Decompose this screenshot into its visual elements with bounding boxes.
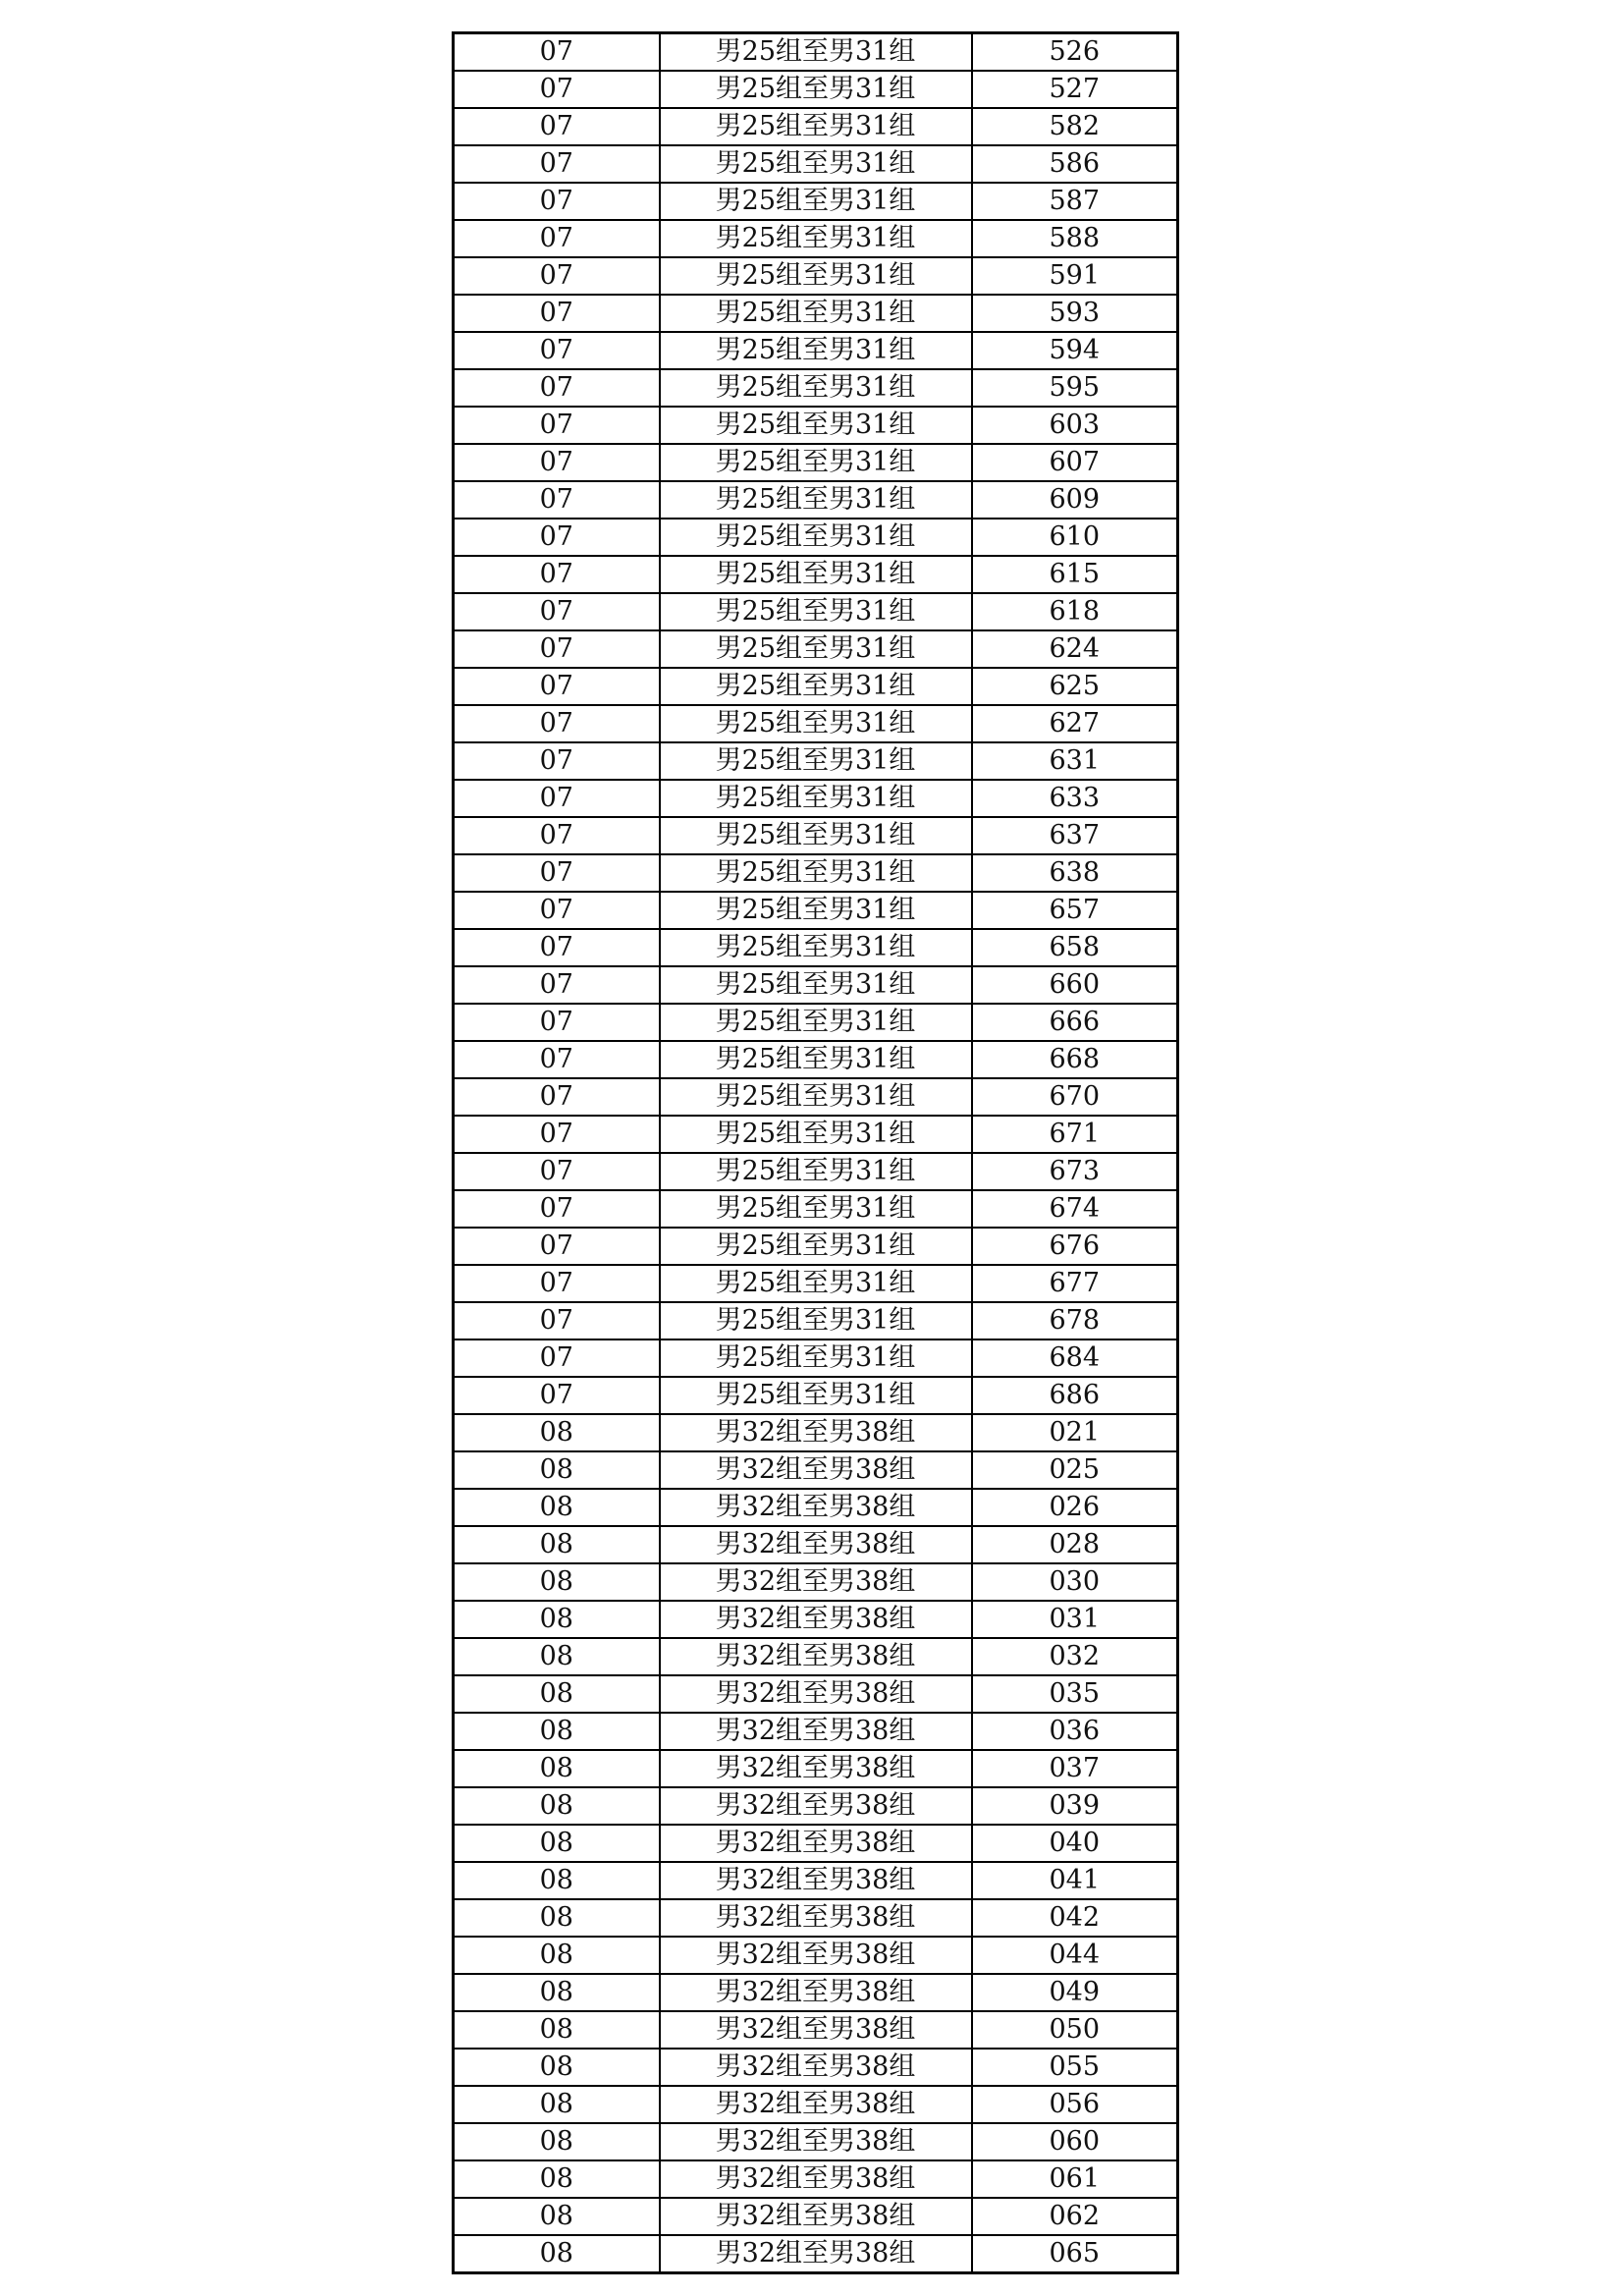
table-row xyxy=(454,407,1178,444)
seat-number-cell: 591 xyxy=(972,257,1178,295)
room-number-cell: 07 xyxy=(454,257,660,295)
seat-number-cell: 603 xyxy=(972,407,1178,444)
table-row xyxy=(454,2123,1178,2160)
room-number-cell: 08 xyxy=(454,2160,660,2198)
room-number-cell: 08 xyxy=(454,1638,660,1675)
seat-number-cell: 065 xyxy=(972,2235,1178,2273)
table-row xyxy=(454,1675,1178,1713)
table-row xyxy=(454,817,1178,854)
group-range-cell: 男32组至男38组 xyxy=(660,1489,972,1526)
group-range-cell: 男32组至男38组 xyxy=(660,1675,972,1713)
room-number-cell: 07 xyxy=(454,145,660,183)
table-row xyxy=(454,2235,1178,2273)
table-row xyxy=(454,966,1178,1004)
room-number-cell: 08 xyxy=(454,1526,660,1563)
seat-number-cell: 526 xyxy=(972,33,1178,72)
room-number-cell: 07 xyxy=(454,854,660,892)
table-row xyxy=(454,854,1178,892)
group-range-cell: 男25组至男31组 xyxy=(660,1228,972,1265)
group-range-cell: 男25组至男31组 xyxy=(660,1041,972,1078)
seat-number-cell: 671 xyxy=(972,1116,1178,1153)
seat-number-cell: 039 xyxy=(972,1787,1178,1825)
table-row xyxy=(454,1190,1178,1228)
roster-table-body xyxy=(454,33,1178,2273)
table-row xyxy=(454,71,1178,108)
seat-number-cell: 035 xyxy=(972,1675,1178,1713)
seat-number-cell: 030 xyxy=(972,1563,1178,1601)
table-row xyxy=(454,295,1178,332)
table-row xyxy=(454,1787,1178,1825)
table-row xyxy=(454,593,1178,630)
table-row xyxy=(454,1638,1178,1675)
group-range-cell: 男32组至男38组 xyxy=(660,2123,972,2160)
seat-number-cell: 060 xyxy=(972,2123,1178,2160)
seat-number-cell: 032 xyxy=(972,1638,1178,1675)
table-row xyxy=(454,1825,1178,1862)
room-number-cell: 07 xyxy=(454,481,660,519)
table-row xyxy=(454,33,1178,72)
room-number-cell: 07 xyxy=(454,1153,660,1190)
seat-number-cell: 061 xyxy=(972,2160,1178,2198)
seat-number-cell: 668 xyxy=(972,1041,1178,1078)
table-row xyxy=(454,1377,1178,1414)
table-row xyxy=(454,1937,1178,1974)
seat-number-cell: 594 xyxy=(972,332,1178,369)
group-range-cell: 男25组至男31组 xyxy=(660,332,972,369)
group-range-cell: 男32组至男38组 xyxy=(660,1601,972,1638)
table-row xyxy=(454,1563,1178,1601)
seat-number-cell: 674 xyxy=(972,1190,1178,1228)
room-number-cell: 08 xyxy=(454,2011,660,2049)
group-range-cell: 男32组至男38组 xyxy=(660,1638,972,1675)
seat-number-cell: 595 xyxy=(972,369,1178,407)
table-row xyxy=(454,108,1178,145)
seat-number-cell: 062 xyxy=(972,2198,1178,2235)
seat-number-cell: 627 xyxy=(972,705,1178,742)
room-number-cell: 07 xyxy=(454,780,660,817)
group-range-cell: 男32组至男38组 xyxy=(660,1899,972,1937)
seat-number-cell: 056 xyxy=(972,2086,1178,2123)
group-range-cell: 男25组至男31组 xyxy=(660,1153,972,1190)
group-range-cell: 男25组至男31组 xyxy=(660,1302,972,1339)
room-number-cell: 07 xyxy=(454,407,660,444)
group-range-cell: 男32组至男38组 xyxy=(660,1937,972,1974)
room-number-cell: 07 xyxy=(454,183,660,220)
room-number-cell: 07 xyxy=(454,332,660,369)
room-number-cell: 08 xyxy=(454,1563,660,1601)
table-row xyxy=(454,705,1178,742)
group-range-cell: 男25组至男31组 xyxy=(660,668,972,705)
seat-number-cell: 049 xyxy=(972,1974,1178,2011)
group-range-cell: 男25组至男31组 xyxy=(660,407,972,444)
group-range-cell: 男32组至男38组 xyxy=(660,1787,972,1825)
group-range-cell: 男32组至男38组 xyxy=(660,2198,972,2235)
room-number-cell: 07 xyxy=(454,519,660,556)
seat-number-cell: 637 xyxy=(972,817,1178,854)
seat-number-cell: 631 xyxy=(972,742,1178,780)
group-range-cell: 男25组至男31组 xyxy=(660,183,972,220)
room-number-cell: 07 xyxy=(454,593,660,630)
group-range-cell: 男32组至男38组 xyxy=(660,1414,972,1451)
room-number-cell: 07 xyxy=(454,220,660,257)
group-range-cell: 男32组至男38组 xyxy=(660,1862,972,1899)
group-range-cell: 男25组至男31组 xyxy=(660,33,972,72)
room-number-cell: 08 xyxy=(454,2198,660,2235)
table-row xyxy=(454,1862,1178,1899)
group-range-cell: 男32组至男38组 xyxy=(660,1713,972,1750)
table-row xyxy=(454,630,1178,668)
table-row xyxy=(454,2049,1178,2086)
table-row xyxy=(454,1451,1178,1489)
room-number-cell: 08 xyxy=(454,1750,660,1787)
room-number-cell: 07 xyxy=(454,1116,660,1153)
room-number-cell: 08 xyxy=(454,1825,660,1862)
group-range-cell: 男32组至男38组 xyxy=(660,2086,972,2123)
table-row xyxy=(454,1228,1178,1265)
seat-number-cell: 026 xyxy=(972,1489,1178,1526)
table-row xyxy=(454,1750,1178,1787)
seat-number-cell: 588 xyxy=(972,220,1178,257)
seat-number-cell: 670 xyxy=(972,1078,1178,1116)
table-row xyxy=(454,742,1178,780)
group-range-cell: 男25组至男31组 xyxy=(660,1339,972,1377)
group-range-cell: 男25组至男31组 xyxy=(660,854,972,892)
room-number-cell: 07 xyxy=(454,1377,660,1414)
table-row xyxy=(454,332,1178,369)
seat-number-cell: 031 xyxy=(972,1601,1178,1638)
seat-number-cell: 050 xyxy=(972,2011,1178,2049)
seat-number-cell: 593 xyxy=(972,295,1178,332)
group-range-cell: 男25组至男31组 xyxy=(660,966,972,1004)
group-range-cell: 男25组至男31组 xyxy=(660,108,972,145)
room-number-cell: 07 xyxy=(454,817,660,854)
table-row xyxy=(454,1526,1178,1563)
table-row xyxy=(454,1414,1178,1451)
seat-number-cell: 625 xyxy=(972,668,1178,705)
room-number-cell: 07 xyxy=(454,966,660,1004)
table-row xyxy=(454,780,1178,817)
table-row xyxy=(454,1265,1178,1302)
group-range-cell: 男25组至男31组 xyxy=(660,929,972,966)
seat-number-cell: 673 xyxy=(972,1153,1178,1190)
group-range-cell: 男25组至男31组 xyxy=(660,1377,972,1414)
table-row xyxy=(454,1899,1178,1937)
seat-number-cell: 025 xyxy=(972,1451,1178,1489)
table-row xyxy=(454,369,1178,407)
room-number-cell: 07 xyxy=(454,892,660,929)
seat-number-cell: 677 xyxy=(972,1265,1178,1302)
group-range-cell: 男25组至男31组 xyxy=(660,817,972,854)
seat-number-cell: 586 xyxy=(972,145,1178,183)
room-number-cell: 08 xyxy=(454,1675,660,1713)
table-row xyxy=(454,2198,1178,2235)
room-number-cell: 07 xyxy=(454,295,660,332)
seat-number-cell: 684 xyxy=(972,1339,1178,1377)
group-range-cell: 男32组至男38组 xyxy=(660,1825,972,1862)
group-range-cell: 男25组至男31组 xyxy=(660,1265,972,1302)
room-number-cell: 08 xyxy=(454,1787,660,1825)
seat-number-cell: 676 xyxy=(972,1228,1178,1265)
table-row xyxy=(454,929,1178,966)
table-row xyxy=(454,1601,1178,1638)
table-row xyxy=(454,1004,1178,1041)
room-number-cell: 07 xyxy=(454,1190,660,1228)
seat-number-cell: 678 xyxy=(972,1302,1178,1339)
room-number-cell: 07 xyxy=(454,929,660,966)
table-row xyxy=(454,444,1178,481)
room-number-cell: 07 xyxy=(454,1339,660,1377)
group-range-cell: 男25组至男31组 xyxy=(660,1004,972,1041)
seat-number-cell: 666 xyxy=(972,1004,1178,1041)
room-number-cell: 08 xyxy=(454,1601,660,1638)
seat-number-cell: 044 xyxy=(972,1937,1178,1974)
group-range-cell: 男32组至男38组 xyxy=(660,1563,972,1601)
table-row xyxy=(454,2160,1178,2198)
group-range-cell: 男32组至男38组 xyxy=(660,1451,972,1489)
seat-number-cell: 615 xyxy=(972,556,1178,593)
table-row xyxy=(454,1041,1178,1078)
group-range-cell: 男32组至男38组 xyxy=(660,2011,972,2049)
group-range-cell: 男32组至男38组 xyxy=(660,1750,972,1787)
table-row xyxy=(454,481,1178,519)
group-range-cell: 男25组至男31组 xyxy=(660,556,972,593)
table-row xyxy=(454,892,1178,929)
roster-table xyxy=(452,31,1179,2274)
group-range-cell: 男25组至男31组 xyxy=(660,1190,972,1228)
group-range-cell: 男25组至男31组 xyxy=(660,519,972,556)
table-row xyxy=(454,2011,1178,2049)
room-number-cell: 07 xyxy=(454,1302,660,1339)
table-row xyxy=(454,2086,1178,2123)
group-range-cell: 男25组至男31组 xyxy=(660,780,972,817)
group-range-cell: 男25组至男31组 xyxy=(660,892,972,929)
room-number-cell: 07 xyxy=(454,1004,660,1041)
room-number-cell: 08 xyxy=(454,1937,660,1974)
table-row xyxy=(454,257,1178,295)
group-range-cell: 男25组至男31组 xyxy=(660,705,972,742)
table-row xyxy=(454,1153,1178,1190)
table-row xyxy=(454,1974,1178,2011)
group-range-cell: 男32组至男38组 xyxy=(660,2049,972,2086)
room-number-cell: 08 xyxy=(454,1974,660,2011)
group-range-cell: 男32组至男38组 xyxy=(660,2160,972,2198)
table-row xyxy=(454,145,1178,183)
seat-number-cell: 527 xyxy=(972,71,1178,108)
room-number-cell: 08 xyxy=(454,1451,660,1489)
room-number-cell: 07 xyxy=(454,33,660,72)
room-number-cell: 08 xyxy=(454,2123,660,2160)
group-range-cell: 男25组至男31组 xyxy=(660,481,972,519)
table-row xyxy=(454,1339,1178,1377)
seat-number-cell: 658 xyxy=(972,929,1178,966)
table-row xyxy=(454,556,1178,593)
seat-number-cell: 042 xyxy=(972,1899,1178,1937)
group-range-cell: 男32组至男38组 xyxy=(660,1974,972,2011)
seat-number-cell: 624 xyxy=(972,630,1178,668)
table-row xyxy=(454,220,1178,257)
seat-number-cell: 587 xyxy=(972,183,1178,220)
room-number-cell: 07 xyxy=(454,705,660,742)
table-row xyxy=(454,1489,1178,1526)
room-number-cell: 08 xyxy=(454,2235,660,2273)
seat-number-cell: 657 xyxy=(972,892,1178,929)
seat-number-cell: 055 xyxy=(972,2049,1178,2086)
group-range-cell: 男25组至男31组 xyxy=(660,593,972,630)
seat-number-cell: 036 xyxy=(972,1713,1178,1750)
group-range-cell: 男32组至男38组 xyxy=(660,2235,972,2273)
seat-number-cell: 638 xyxy=(972,854,1178,892)
room-number-cell: 08 xyxy=(454,1713,660,1750)
group-range-cell: 男25组至男31组 xyxy=(660,220,972,257)
group-range-cell: 男25组至男31组 xyxy=(660,71,972,108)
group-range-cell: 男25组至男31组 xyxy=(660,1116,972,1153)
seat-number-cell: 660 xyxy=(972,966,1178,1004)
room-number-cell: 08 xyxy=(454,1862,660,1899)
room-number-cell: 07 xyxy=(454,1078,660,1116)
group-range-cell: 男25组至男31组 xyxy=(660,295,972,332)
room-number-cell: 08 xyxy=(454,1414,660,1451)
room-number-cell: 07 xyxy=(454,742,660,780)
room-number-cell: 07 xyxy=(454,1228,660,1265)
room-number-cell: 07 xyxy=(454,630,660,668)
seat-number-cell: 610 xyxy=(972,519,1178,556)
seat-number-cell: 028 xyxy=(972,1526,1178,1563)
seat-number-cell: 582 xyxy=(972,108,1178,145)
seat-number-cell: 633 xyxy=(972,780,1178,817)
table-row xyxy=(454,1116,1178,1153)
room-number-cell: 08 xyxy=(454,2049,660,2086)
seat-number-cell: 609 xyxy=(972,481,1178,519)
table-row xyxy=(454,519,1178,556)
table-row xyxy=(454,668,1178,705)
group-range-cell: 男25组至男31组 xyxy=(660,444,972,481)
group-range-cell: 男25组至男31组 xyxy=(660,630,972,668)
room-number-cell: 07 xyxy=(454,1265,660,1302)
room-number-cell: 08 xyxy=(454,2086,660,2123)
group-range-cell: 男25组至男31组 xyxy=(660,369,972,407)
seat-number-cell: 607 xyxy=(972,444,1178,481)
table-row xyxy=(454,1078,1178,1116)
room-number-cell: 07 xyxy=(454,444,660,481)
group-range-cell: 男25组至男31组 xyxy=(660,145,972,183)
group-range-cell: 男25组至男31组 xyxy=(660,257,972,295)
table-row xyxy=(454,1302,1178,1339)
room-number-cell: 07 xyxy=(454,556,660,593)
room-number-cell: 08 xyxy=(454,1489,660,1526)
room-number-cell: 07 xyxy=(454,71,660,108)
seat-number-cell: 037 xyxy=(972,1750,1178,1787)
seat-number-cell: 021 xyxy=(972,1414,1178,1451)
table-row xyxy=(454,1713,1178,1750)
room-number-cell: 07 xyxy=(454,369,660,407)
seat-number-cell: 041 xyxy=(972,1862,1178,1899)
room-number-cell: 07 xyxy=(454,1041,660,1078)
room-number-cell: 08 xyxy=(454,1899,660,1937)
room-number-cell: 07 xyxy=(454,668,660,705)
group-range-cell: 男25组至男31组 xyxy=(660,742,972,780)
seat-number-cell: 686 xyxy=(972,1377,1178,1414)
table-row xyxy=(454,183,1178,220)
room-number-cell: 07 xyxy=(454,108,660,145)
seat-number-cell: 040 xyxy=(972,1825,1178,1862)
group-range-cell: 男25组至男31组 xyxy=(660,1078,972,1116)
seat-number-cell: 618 xyxy=(972,593,1178,630)
group-range-cell: 男32组至男38组 xyxy=(660,1526,972,1563)
